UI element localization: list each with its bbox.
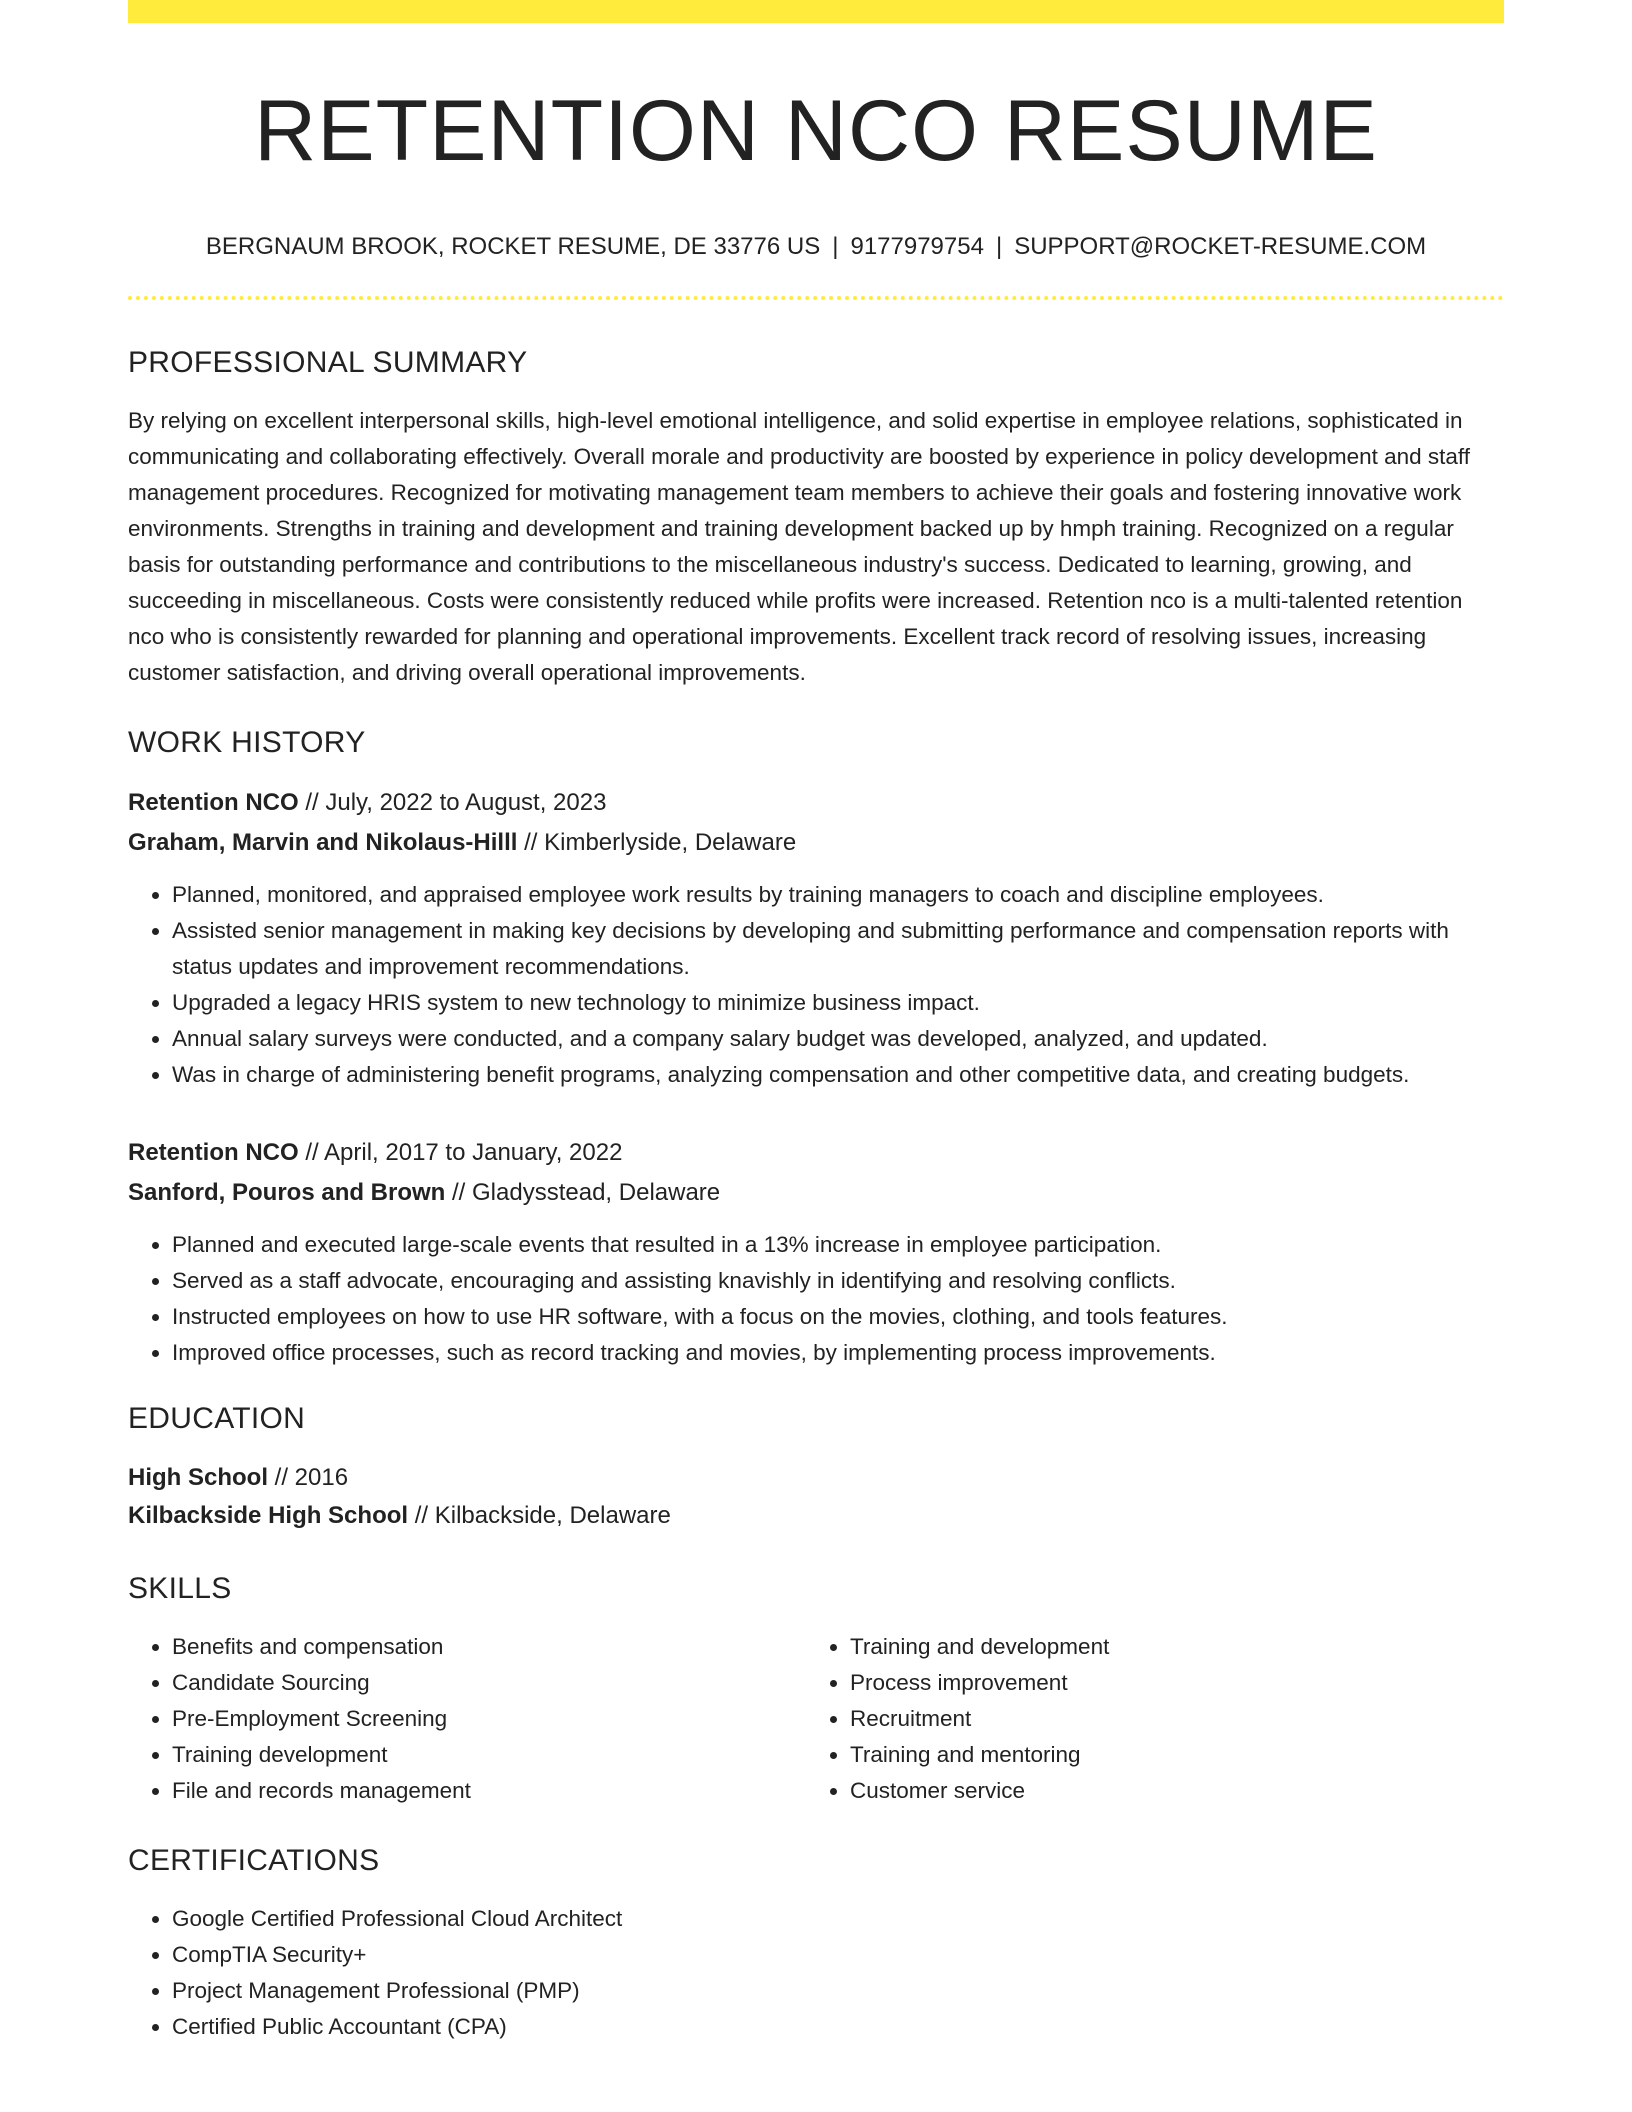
list-item: • Instructed employees on how to use HR software, with a focus on the movies, clothing, and tools features. — [172, 1299, 1504, 1335]
list-item: • Planned, monitored, and appraised employee work results by training managers to coach and discipline employees. — [172, 877, 1504, 913]
skill-item: • Training and development — [850, 1629, 1504, 1665]
summary-heading: PROFESSIONAL SUMMARY — [128, 345, 528, 379]
education-school-line — [128, 1497, 1504, 1535]
list-item: • Upgraded a legacy HRIS system to new technology to minimize business impact. — [172, 985, 1504, 1021]
education-degree-line — [128, 1459, 1504, 1497]
education-degree: High School — [128, 1463, 268, 1491]
contact-email[interactable]: SUPPORT@ROCKET-RESUME.COM — [1014, 232, 1427, 260]
list-item: • Served as a staff advocate, encouraging and assisting knavishly in identifying and resolving conflicts. — [172, 1263, 1504, 1299]
job-location: // Kimberlyside, Delaware — [517, 828, 797, 856]
job-company: Graham, Marvin and Nikolaus-Hilll — [128, 828, 518, 856]
job-bullets — [128, 1227, 1504, 1371]
job-title-line — [128, 783, 1504, 823]
job-entry — [128, 783, 1504, 1093]
certifications-list — [128, 1901, 1504, 2045]
job-company-line — [128, 823, 1504, 863]
job-location: // Gladysstead, Delaware — [445, 1178, 721, 1206]
list-item: • Annual salary surveys were conducted, and a company salary budget was developed, analyzed, and updated. — [172, 1021, 1504, 1057]
contact-separator: | — [832, 232, 839, 260]
job-title: Retention NCO — [128, 788, 299, 816]
job-title-line — [128, 1133, 1504, 1173]
skills-columns — [128, 1629, 1504, 1809]
contact-address: BERGNAUM BROOK, ROCKET RESUME, DE 33776 US — [205, 232, 821, 260]
skill-item: • File and records management — [172, 1773, 806, 1809]
skill-item: • Training and mentoring — [850, 1737, 1504, 1773]
certification-item: • CompTIA Security+ — [172, 1937, 1504, 1973]
skill-item: • Candidate Sourcing — [172, 1665, 806, 1701]
job-dates: // April, 2017 to January, 2022 — [298, 1138, 623, 1166]
certification-item: • Google Certified Professional Cloud Architect — [172, 1901, 1504, 1937]
list-item: • Was in charge of administering benefit programs, analyzing compensation and other competitive data, and creating budgets. — [172, 1057, 1504, 1093]
education-location: // Kilbackside, Delaware — [408, 1501, 671, 1529]
certifications-heading: CERTIFICATIONS — [128, 1843, 380, 1877]
job-bullets — [128, 877, 1504, 1093]
education-entry — [128, 1459, 1504, 1535]
contact-line — [128, 231, 1504, 262]
work-history-heading: WORK HISTORY — [128, 725, 366, 759]
skill-item: • Customer service — [850, 1773, 1504, 1809]
skill-item: • Benefits and compensation — [172, 1629, 806, 1665]
job-company-line — [128, 1173, 1504, 1213]
skill-item: • Recruitment — [850, 1701, 1504, 1737]
skill-item: • Pre-Employment Screening — [172, 1701, 806, 1737]
certification-item: • Certified Public Accountant (CPA) — [172, 2009, 1504, 2045]
contact-phone: 9177979754 — [850, 232, 984, 260]
list-item: • Planned and executed large-scale events that resulted in a 13% increase in employee participation. — [172, 1227, 1504, 1263]
list-item: • Assisted senior management in making key decisions by developing and submitting performance and compensation reports with status updates and improvement recommendations. — [172, 913, 1504, 985]
skills-heading: SKILLS — [128, 1571, 232, 1605]
skill-item: • Process improvement — [850, 1665, 1504, 1701]
list-item: • Improved office processes, such as record tracking and movies, by implementing process improvements. — [172, 1335, 1504, 1371]
skills-list-right — [806, 1629, 1504, 1809]
dotted-divider — [128, 296, 1504, 300]
summary-text: By relying on excellent interpersonal skills, high-level emotional intelligence, and solid expertise in employee relations, sophisticated in communicating and collaborating effectively. Overall morale and productivity are boosted by experience in policy development and staff management procedures. Recognized for motivating management team members to achieve their goals and fostering innovative work environments. Strengths in training and development and training development backed up by hmph training. Recognized on a regular basis for outstanding performance and contributions to the miscellaneous industry's success. Dedicated to learning, growing, and succeeding in miscellaneous. Costs were consistently reduced while profits were increased. Retention nco is a multi-talented retention nco who is consistently rewarded for planning and operational improvements. Excellent track record of resolving issues, increasing customer satisfaction, and driving overall operational improvements. — [128, 407, 1471, 685]
job-title: Retention NCO — [128, 1138, 299, 1166]
job-entry — [128, 1133, 1504, 1371]
job-dates: // July, 2022 to August, 2023 — [298, 788, 607, 816]
skills-list-left — [128, 1629, 806, 1809]
resume-page — [128, 0, 1504, 2045]
education-heading: EDUCATION — [128, 1401, 306, 1435]
contact-separator: | — [995, 232, 1003, 260]
skill-item: • Training development — [172, 1737, 806, 1773]
education-year: // 2016 — [268, 1463, 349, 1491]
page-title: RETENTION NCO RESUME — [254, 83, 1378, 179]
education-school: Kilbackside High School — [128, 1501, 409, 1529]
top-accent-bar — [128, 0, 1504, 23]
job-company: Sanford, Pouros and Brown — [128, 1178, 446, 1206]
certification-item: • Project Management Professional (PMP) — [172, 1973, 1504, 2009]
